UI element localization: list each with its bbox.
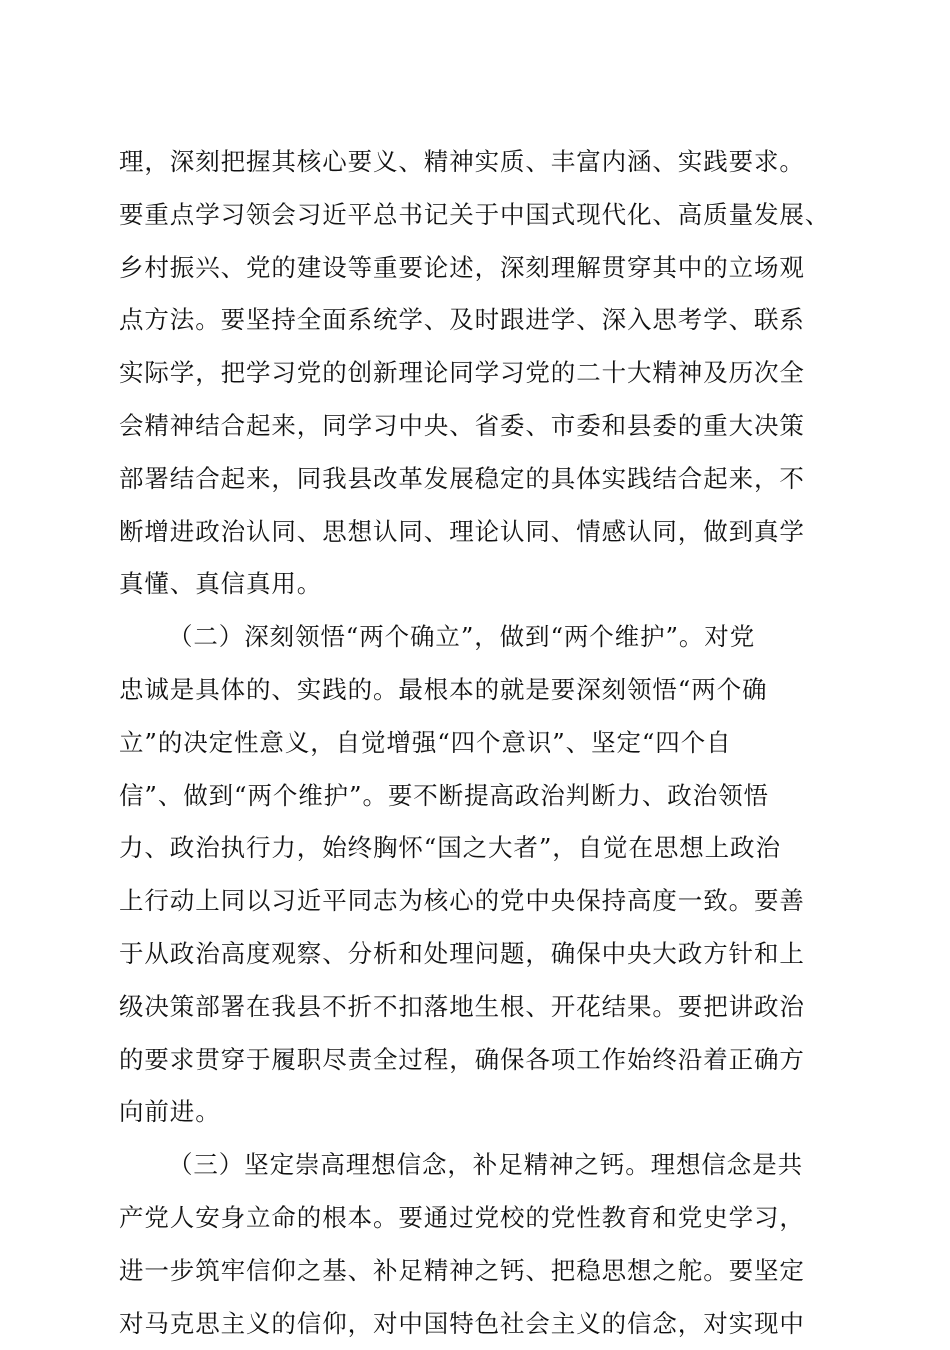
text-line: 要重点学习领会习近平总书记关于中国式现代化、高质量发展、 — [119, 199, 831, 229]
text-line: 忠诚是具体的、实践的。最根本的就是要深刻领悟“两个确 — [119, 674, 768, 704]
text-line: 对马克思主义的信仰，对中国特色社会主义的信念，对实现中 — [119, 1308, 805, 1338]
section-heading-line: （二）深刻领悟“两个确立”，做到“两个维护”。对党 — [168, 622, 756, 652]
text-line: 进一步筑牢信仰之基、补足精神之钙、把稳思想之舵。要坚定 — [119, 1255, 805, 1285]
text-line: 部署结合起来，同我县改革发展稳定的具体实践结合起来，不 — [119, 463, 805, 493]
text-line: 力、政治执行力，始终胸怀“国之大者”，自觉在思想上政治 — [119, 833, 781, 863]
text-line: 信”、做到“两个维护”。要不断提高政治判断力、政治领悟 — [119, 780, 769, 810]
section-heading-line: （三）坚定崇高理想信念，补足精神之钙。理想信念是共 — [168, 1150, 803, 1180]
text-line: 的要求贯穿于履职尽责全过程，确保各项工作始终沿着正确方 — [119, 1044, 805, 1074]
document-body — [119, 136, 839, 1350]
text-line: 会精神结合起来，同学习中央、省委、市委和县委的重大决策 — [119, 410, 805, 440]
text-line: 乡村振兴、党的建设等重要论述，深刻理解贯穿其中的立场观 — [119, 252, 805, 282]
text-line: 实际学，把学习党的创新理论同学习党的二十大精神及历次全 — [119, 358, 805, 388]
text-line: 级决策部署在我县不折不扣落地生根、开花结果。要把讲政治 — [119, 991, 805, 1021]
text-line: 上行动上同以习近平同志为核心的党中央保持高度一致。要善 — [119, 886, 805, 916]
text-line: 点方法。要坚持全面系统学、及时跟进学、深入思考学、联系 — [119, 305, 805, 335]
text-line: 断增进政治认同、思想认同、理论认同、情感认同，做到真学 — [119, 516, 805, 546]
text-line: 于从政治高度观察、分析和处理问题，确保中央大政方针和上 — [119, 938, 805, 968]
text-line: 向前进。 — [119, 1097, 221, 1127]
text-line: 立”的决定性意义，自觉增强“四个意识”、坚定“四个自 — [119, 727, 732, 757]
text-line: 理，深刻把握其核心要义、精神实质、丰富内涵、实践要求。 — [119, 147, 805, 176]
text-line: 真懂、真信真用。 — [119, 569, 323, 599]
text-line: 产党人安身立命的根本。要通过党校的党性教育和党史学习， — [119, 1202, 805, 1232]
